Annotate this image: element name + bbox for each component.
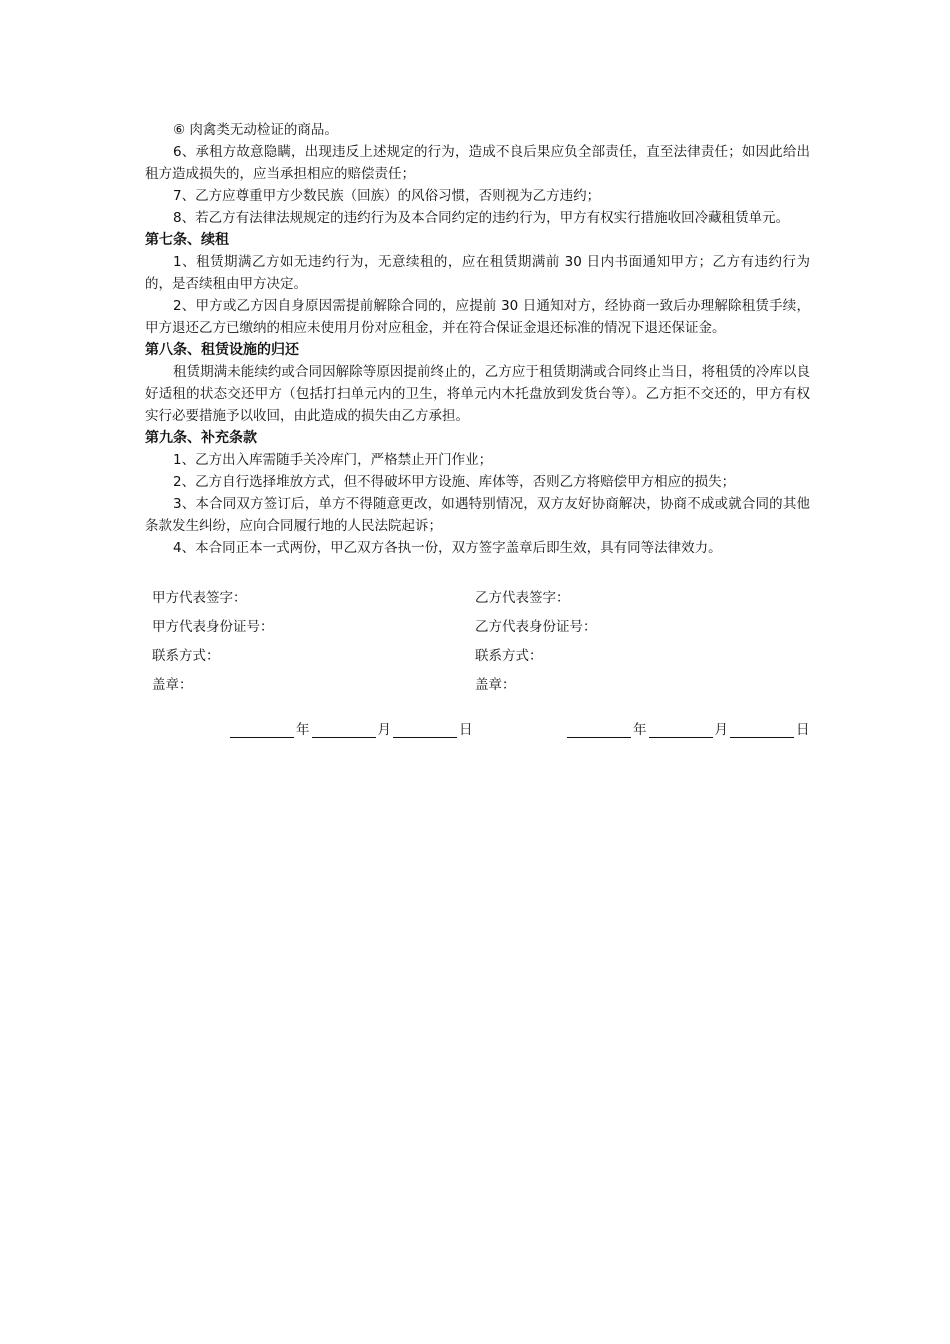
clause-item: 租赁期满未能续约或合同因解除等原因提前终止的，乙方应于租赁期满或合同终止当日，将租赁的冷库以良好适租的状态交还甲方（包括打扫单元内的卫生，将单元内木托盘放到发货台等）。乙方拒不交还的，甲方有权实行必要措施予以收回，由此造成的损失由乙方承担。 <box>145 364 810 424</box>
year-blank <box>567 721 631 738</box>
year-unit: 年 <box>633 722 647 738</box>
signature-row <box>152 581 812 610</box>
year-blank <box>230 721 294 738</box>
clause-item: 2、乙方自行选择堆放方式，但不得破坏甲方设施、库体等，否则乙方将赔偿甲方相应的损失； <box>173 474 736 490</box>
month-unit: 月 <box>714 722 728 738</box>
date-row <box>0 716 950 740</box>
month-blank <box>312 721 376 738</box>
section-heading: 第七条、续租 <box>145 232 229 248</box>
year-unit: 年 <box>296 722 310 738</box>
party-b-contact-label: 联系方式： <box>475 647 543 664</box>
month-blank <box>649 721 713 738</box>
section-heading: 第八条、租赁设施的归还 <box>145 342 299 358</box>
clause-item: 2、甲方或乙方因自身原因需提前解除合同的，应提前 30 日通知对方，经协商一致后办理解除租赁手续，甲方退还乙方已缴纳的相应未使用月份对应租金，并在符合保证金退还标准的情况下退还保证金。 <box>145 298 810 336</box>
party-b-id-label: 乙方代表身份证号： <box>475 618 597 635</box>
clause-item: 3、本合同双方签订后，单方不得随意更改，如遇特别情况，双方友好协商解决，协商不成或就合同的其他条款发生纠纷，应向合同履行地的人民法院起诉； <box>145 496 810 534</box>
day-unit: 日 <box>459 722 473 738</box>
clause-item: 1、乙方出入库需随手关冷库门，严格禁止开门作业； <box>173 452 493 468</box>
signature-row <box>152 639 812 668</box>
party-b-seal-label: 盖章： <box>475 676 516 693</box>
party-b-date <box>567 718 812 738</box>
party-a-id-label: 甲方代表身份证号： <box>152 618 274 635</box>
party-a-date <box>230 718 475 738</box>
signature-row <box>152 610 812 639</box>
day-blank <box>393 721 457 738</box>
clause-item: 8、若乙方有法律法规规定的违约行为及本合同约定的违约行为，甲方有权实行措施收回冷藏租赁单元。 <box>173 210 790 226</box>
month-unit: 月 <box>377 722 391 738</box>
clause-item: 1、租赁期满乙方如无违约行为，无意续租的，应在租赁期满前 30 日内书面通知甲方；乙方有违约行为的，是否续租由甲方决定。 <box>145 254 810 292</box>
day-unit: 日 <box>796 722 810 738</box>
day-blank <box>730 721 794 738</box>
party-b-signature-label: 乙方代表签字： <box>475 589 570 606</box>
party-a-seal-label: 盖章： <box>152 676 193 693</box>
clause-item: ⑥ 肉禽类无动检证的商品。 <box>173 122 338 138</box>
clause-item: 6、承租方故意隐瞒，出现违反上述规定的行为，造成不良后果应负全部责任，直至法律责任；如因此给出租方造成损失的，应当承担相应的赔偿责任； <box>145 144 810 182</box>
signature-block <box>152 581 812 697</box>
signature-row <box>152 668 812 697</box>
clause-item: 7、乙方应尊重甲方少数民族（回族）的风俗习惯，否则视为乙方违约； <box>173 188 601 204</box>
clause-item: 4、本合同正本一式两份，甲乙双方各执一份，双方签字盖章后即生效，具有同等法律效力。 <box>173 540 722 556</box>
party-a-contact-label: 联系方式： <box>152 647 220 664</box>
party-a-signature-label: 甲方代表签字： <box>152 589 247 606</box>
contract-body <box>145 119 810 559</box>
section-heading: 第九条、补充条款 <box>145 430 257 446</box>
